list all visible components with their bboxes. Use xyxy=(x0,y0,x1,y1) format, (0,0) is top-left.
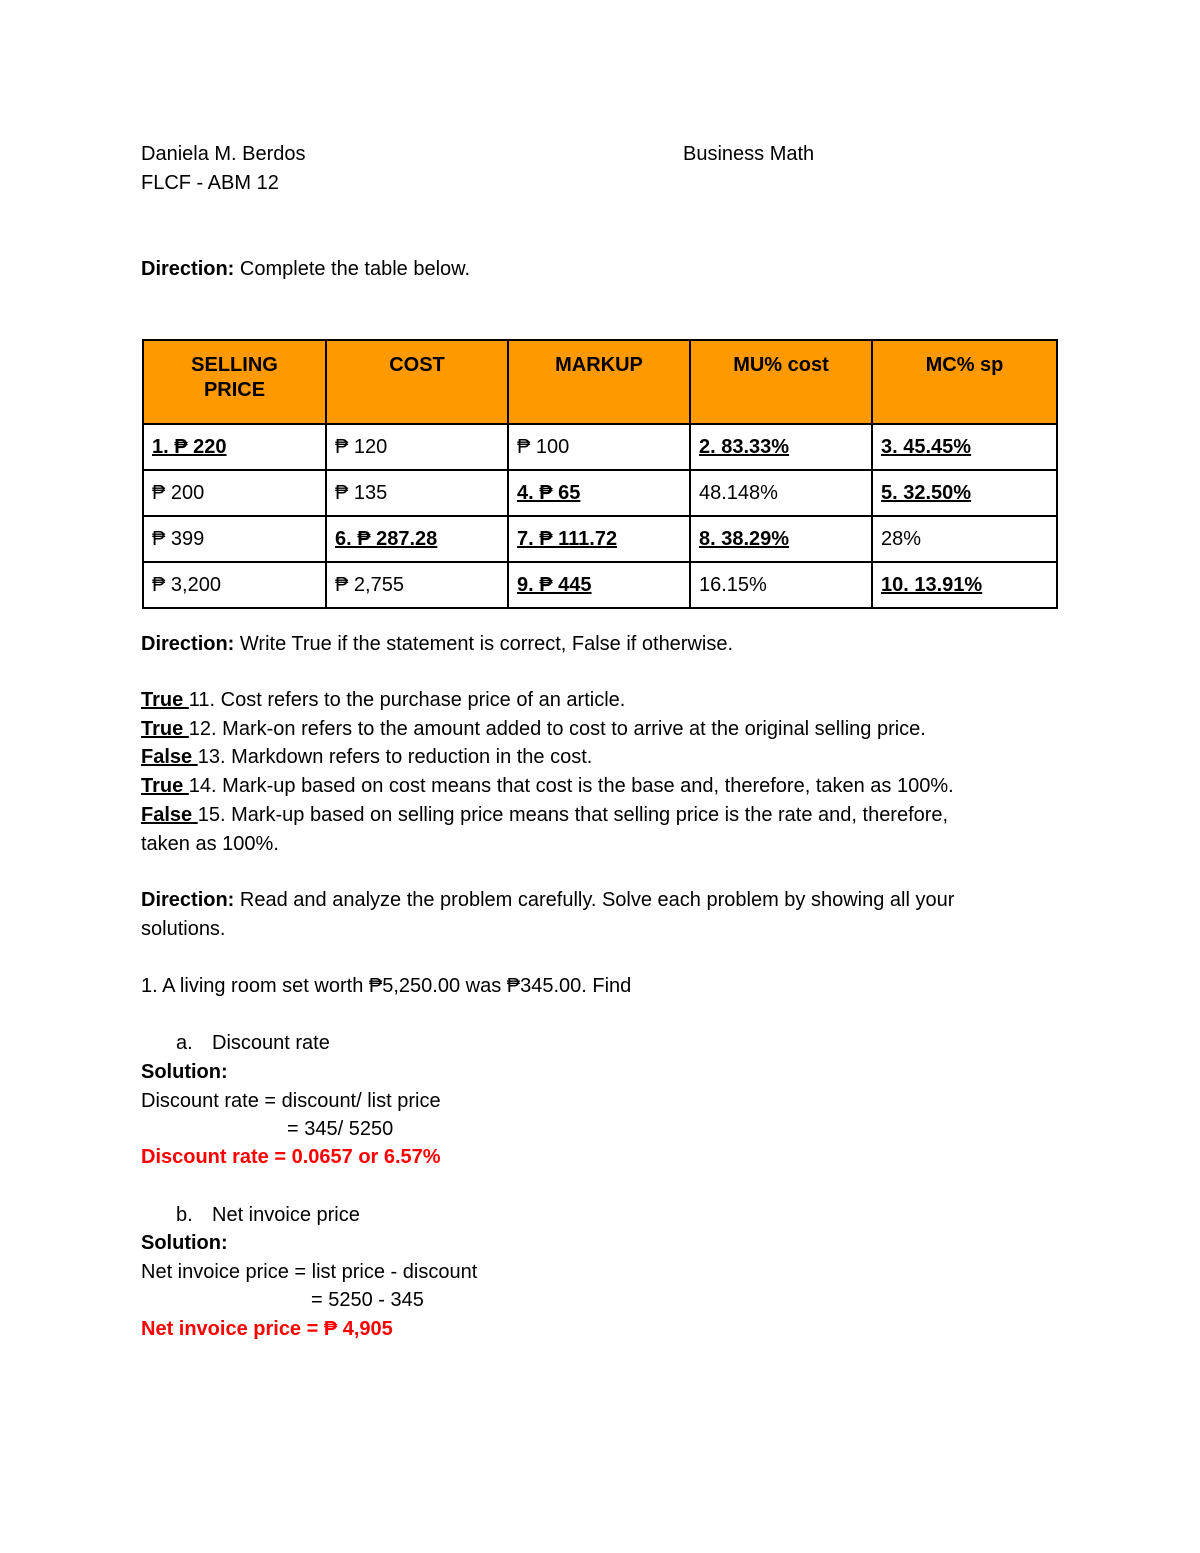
sub-item-title: Discount rate xyxy=(212,1032,330,1054)
table-cell-answer: 7. ₱ 111.72 xyxy=(508,516,690,562)
table-cell-answer: 9. ₱ 445 xyxy=(508,562,690,608)
table-cell-answer: 4. ₱ 65 xyxy=(508,470,690,516)
direction-label: Direction: xyxy=(141,258,235,280)
direction-3-continuation: solutions. xyxy=(141,918,226,940)
header-mu-cost: MU% cost xyxy=(690,340,872,424)
direction-text: Complete the table below. xyxy=(234,258,471,280)
direction-label: Direction: xyxy=(141,889,235,911)
table-cell: ₱ 120 xyxy=(326,424,508,470)
header-mc-sp: MC% sp xyxy=(872,340,1057,424)
table-row xyxy=(143,470,1057,516)
tf-item xyxy=(141,717,926,741)
table-cell-answer: 3. 45.45% xyxy=(872,424,1057,470)
table-row xyxy=(143,424,1057,470)
tf-answer: True xyxy=(141,689,189,711)
sub-item-label: b. xyxy=(176,1204,193,1226)
solution-label: Solution: xyxy=(141,1232,228,1254)
tf-item xyxy=(141,774,954,798)
table-row xyxy=(143,562,1057,608)
solution-label: Solution: xyxy=(141,1061,228,1083)
table-cell: 48.148% xyxy=(690,470,872,516)
tf-statement: 12. Mark-on refers to the amount added to cost to arrive at the original selling price. xyxy=(188,718,926,740)
direction-label: Direction: xyxy=(141,633,235,655)
markup-table xyxy=(142,339,1058,609)
header-cost: COST xyxy=(326,340,508,424)
tf-item xyxy=(141,745,592,769)
sub-item-title: Net invoice price xyxy=(212,1204,360,1226)
table-cell-answer: 1. ₱ 220 xyxy=(143,424,326,470)
table-cell: ₱ 2,755 xyxy=(326,562,508,608)
table-cell-answer: 5. 32.50% xyxy=(872,470,1057,516)
direction-text: Write True if the statement is correct, False if otherwise. xyxy=(234,633,734,655)
table-cell: ₱ 100 xyxy=(508,424,690,470)
table-cell: 16.15% xyxy=(690,562,872,608)
solution-answer: Net invoice price = ₱ 4,905 xyxy=(141,1318,393,1340)
student-name: Daniela M. Berdos xyxy=(141,143,306,165)
table-cell: 28% xyxy=(872,516,1057,562)
solution-answer: Discount rate = 0.0657 or 6.57% xyxy=(141,1146,441,1168)
table-row xyxy=(143,516,1057,562)
table-cell: ₱ 135 xyxy=(326,470,508,516)
tf-item xyxy=(141,688,625,712)
sub-item-label: a. xyxy=(176,1032,193,1054)
solution-line: = 345/ 5250 xyxy=(287,1118,394,1140)
tf-statement: 11. Cost refers to the purchase price of an article. xyxy=(188,689,626,711)
section-label: FLCF - ABM 12 xyxy=(141,172,279,194)
tf-answer: False xyxy=(141,746,198,768)
solution-line: Discount rate = discount/ list price xyxy=(141,1090,441,1112)
tf-statement: 14. Mark-up based on cost means that cost is the base and, therefore, taken as 100%. xyxy=(188,775,954,797)
table-cell: ₱ 200 xyxy=(143,470,326,516)
table-cell: ₱ 399 xyxy=(143,516,326,562)
tf-answer: True xyxy=(141,775,189,797)
direction-2 xyxy=(141,632,733,656)
table-cell-answer: 2. 83.33% xyxy=(690,424,872,470)
direction-1 xyxy=(141,257,470,281)
solution-line: Net invoice price = list price - discount xyxy=(141,1261,478,1283)
table-cell-answer: 10. 13.91% xyxy=(872,562,1057,608)
table-cell-answer: 8. 38.29% xyxy=(690,516,872,562)
tf-statement: 13. Markdown refers to reduction in the cost. xyxy=(197,746,593,768)
tf-statement: 15. Mark-up based on selling price means that selling price is the rate and, therefore, xyxy=(197,804,949,826)
subject-title: Business Math xyxy=(683,143,815,165)
header-markup: MARKUP xyxy=(508,340,690,424)
table-header-row xyxy=(143,340,1057,424)
direction-text: Read and analyze the problem carefully. Solve each problem by showing all your xyxy=(234,889,955,911)
tf-item xyxy=(141,803,948,827)
solution-line: = 5250 - 345 xyxy=(311,1289,424,1311)
tf-answer: False xyxy=(141,804,198,826)
tf-item-continuation: taken as 100%. xyxy=(141,833,279,855)
direction-3 xyxy=(141,888,954,912)
header-selling-price: SELLING PRICE xyxy=(143,340,326,424)
table-cell: ₱ 3,200 xyxy=(143,562,326,608)
problem-statement: 1. A living room set worth ₱5,250.00 was ₱345.00. Find xyxy=(141,975,632,997)
table-cell-answer: 6. ₱ 287.28 xyxy=(326,516,508,562)
tf-answer: True xyxy=(141,718,189,740)
